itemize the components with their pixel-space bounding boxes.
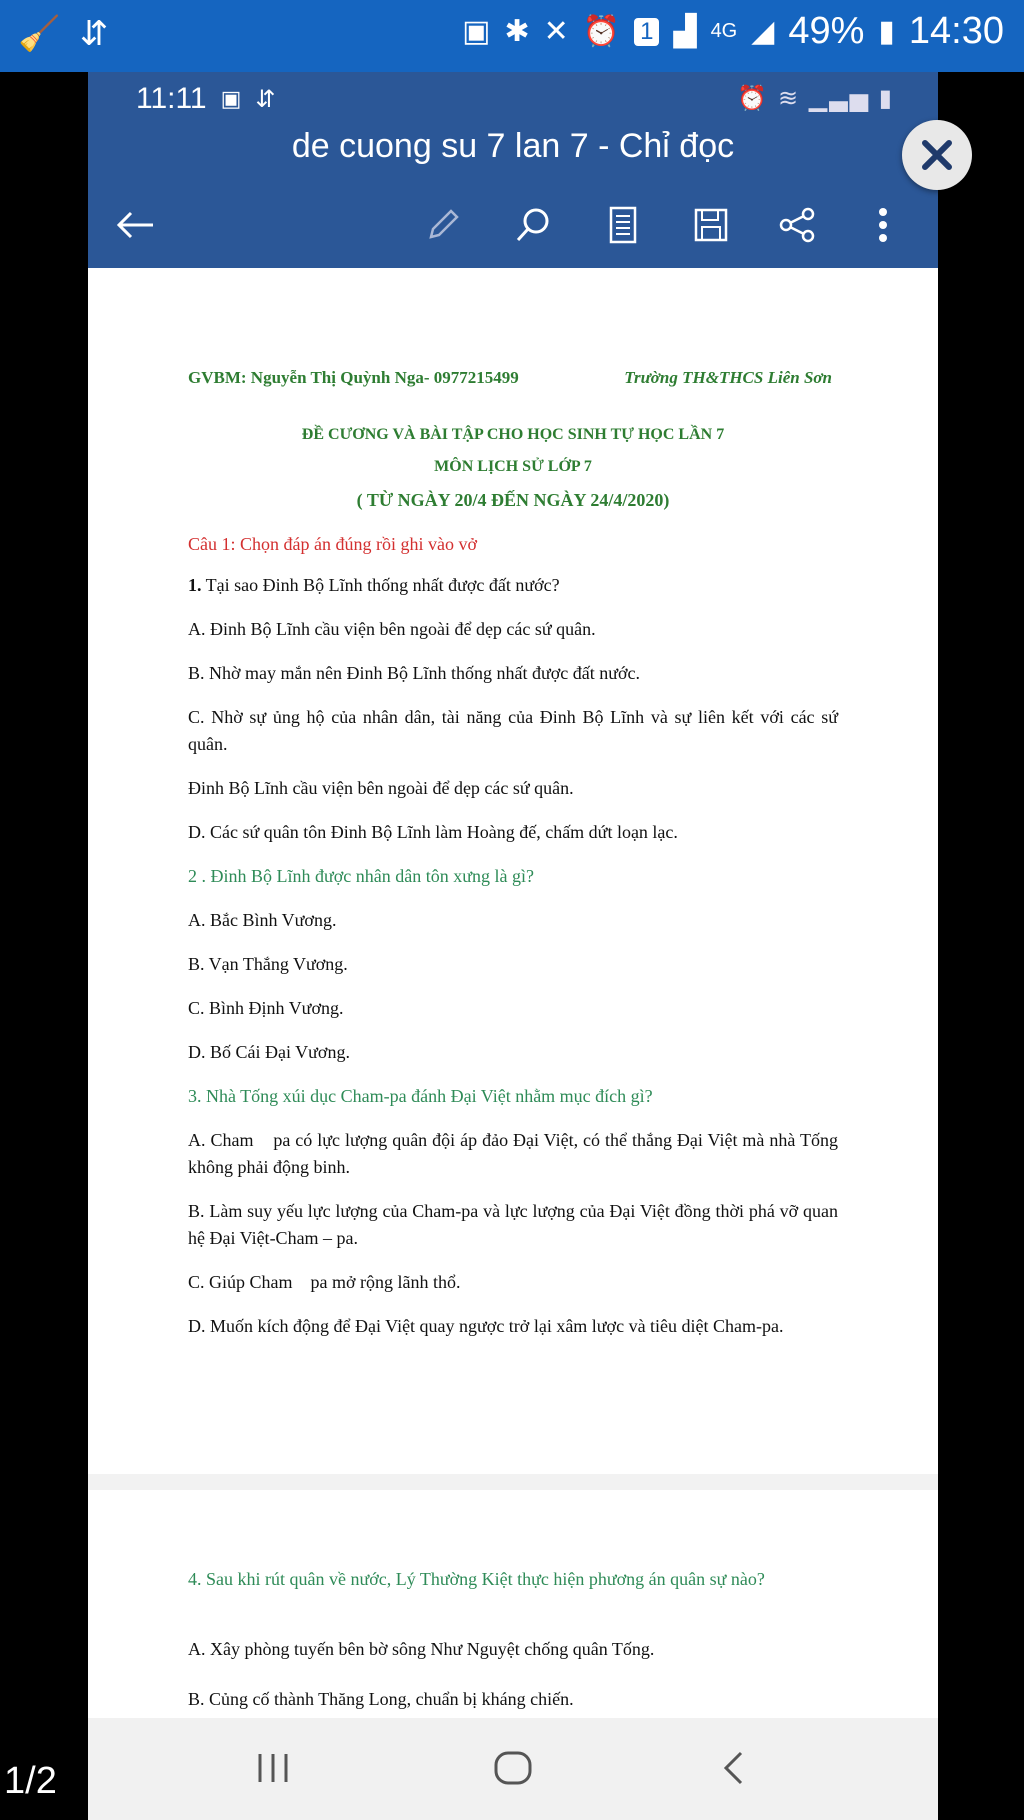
q1-extra-line: Đinh Bộ Lĩnh cầu viện bên ngoài để dẹp các sứ quân. [188, 778, 574, 798]
share-icon[interactable] [772, 200, 822, 250]
q4-option-a: A. Xây phòng tuyến bên bờ sông Như Nguyệt chống quân Tống. [188, 1639, 655, 1659]
inner-clock: 11:11 [136, 82, 207, 115]
question-1 [188, 572, 838, 599]
battery-percent: 49% [788, 10, 865, 52]
toolbar [88, 190, 938, 260]
inner-status-left [136, 82, 276, 116]
recent-apps-button[interactable] [238, 1738, 308, 1798]
reading-view-icon[interactable] [598, 200, 648, 250]
image-icon: ▣ [220, 86, 242, 111]
system-status-bar [0, 0, 1024, 72]
q2-option-c: C. Bình Định Vương. [188, 998, 344, 1018]
inner-status-right [737, 84, 894, 113]
inner-screenshot [88, 72, 938, 1820]
close-button[interactable] [902, 120, 972, 190]
q2-option-d: D. Bố Cái Đại Vương. [188, 1042, 350, 1062]
pencil-icon[interactable] [418, 200, 468, 250]
navigation-bar [88, 1718, 938, 1820]
alarm-icon: ⏰ [582, 15, 621, 48]
q1-option-c: C. Nhờ sự ủng hộ của nhân dân, tài năng của Đinh Bộ Lĩnh và sự liên kết với các sứ quân. [188, 707, 838, 754]
sim-badge: 1 [634, 18, 659, 46]
clock: 14:30 [908, 10, 1004, 52]
wifi-icon: ≋ [777, 85, 801, 112]
q4-option-b-partial: B. Củng cố thành Thăng Long, chuẩn bị kháng chiến. [188, 1689, 574, 1709]
battery-icon: ▮ [878, 85, 894, 112]
signal-icon: ▁▃▅ [808, 85, 871, 112]
search-icon[interactable] [508, 200, 558, 250]
back-arrow-icon[interactable] [110, 200, 160, 250]
question-text: Tại sao Đinh Bộ Lĩnh thống nhất được đất nước? [201, 575, 560, 595]
alarm-icon: ⏰ [737, 85, 770, 112]
question-2: 2 . Đinh Bộ Lĩnh được nhân dân tôn xưng là gì? [188, 866, 534, 886]
mute-icon: ✕ [543, 15, 569, 48]
q1-option-b: B. Nhờ may mắn nên Đinh Bộ Lĩnh thống nhất được đất nước. [188, 663, 641, 683]
q3-option-b: B. Làm suy yếu lực lượng của Cham-pa và lực lượng của Đại Việt đồng thời phá vỡ quan hệ Đại Việt-Cham – pa. [188, 1201, 838, 1248]
left-margin [0, 72, 88, 1820]
doc-title-line1: ĐỀ CƯƠNG VÀ BÀI TẬP CHO HỌC SINH TỰ HỌC LẦN 7 [301, 426, 725, 443]
doc-title-line3: ( TỪ NGÀY 20/4 ĐẾN NGÀY 24/4/2020) [356, 490, 670, 510]
school-name: Trường TH&THCS Liên Sơn [624, 368, 832, 387]
doc-title-line2: MÔN LỊCH SỬ LỚP 7 [434, 458, 592, 475]
document-title: de cuong su 7 lan 7 - Chỉ đọc [291, 127, 735, 165]
question-number: 1. [188, 575, 202, 595]
q1-option-a: A. Đinh Bộ Lĩnh cầu viện bên ngoài để dẹp các sứ quân. [188, 619, 596, 639]
usb-icon: ⇵ [79, 15, 109, 53]
q3-option-a: A. Cham pa có lực lượng quân đội áp đảo Đại Việt, có thể thắng Đại Việt mà nhà Tống không phải động binh. [188, 1130, 843, 1177]
status-right [462, 10, 1004, 53]
bluetooth-icon: ✱ [504, 15, 530, 48]
more-icon[interactable] [858, 200, 908, 250]
nfc-icon: ▣ [462, 15, 491, 48]
q1-option-d: D. Các sứ quân tôn Đinh Bộ Lĩnh làm Hoàng đế, chấm dứt loạn lạc. [188, 822, 678, 842]
home-button[interactable] [478, 1738, 548, 1798]
network-type: 4G [710, 20, 738, 42]
page-counter: 1/2 [4, 1760, 57, 1802]
usb-icon: ⇵ [255, 85, 276, 113]
teacher-info: GVBM: Nguyễn Thị Quỳnh Nga- 0977215499 [188, 368, 519, 387]
document-page-1 [88, 268, 938, 1474]
broom-icon: 🧹 [18, 15, 61, 53]
signal-strength-icon: ◢ [751, 15, 775, 48]
instruction: Câu 1: Chọn đáp án đúng rồi ghi vào vở [188, 534, 477, 554]
back-button[interactable] [698, 1738, 768, 1798]
status-left-icons [18, 14, 108, 54]
word-app-header [88, 72, 938, 268]
q3-option-c: C. Giúp Cham pa mở rộng lãnh thổ. [188, 1272, 461, 1292]
signal-icon: ▟ [673, 15, 697, 48]
q2-option-b: B. Vạn Thắng Vương. [188, 954, 348, 974]
question-4: 4. Sau khi rút quân về nước, Lý Thường Kiệt thực hiện phương án quân sự nào? [188, 1569, 765, 1589]
save-icon[interactable] [686, 200, 736, 250]
q2-option-a: A. Bắc Bình Vương. [188, 910, 337, 930]
battery-icon: ▮ [878, 15, 895, 48]
question-3: 3. Nhà Tống xúi dục Cham-pa đánh Đại Việt nhằm mục đích gì? [188, 1086, 653, 1106]
right-margin [938, 72, 1024, 1820]
q3-option-d: D. Muốn kích động để Đại Việt quay ngược trở lại xâm lược và tiêu diệt Cham-pa. [188, 1316, 784, 1336]
